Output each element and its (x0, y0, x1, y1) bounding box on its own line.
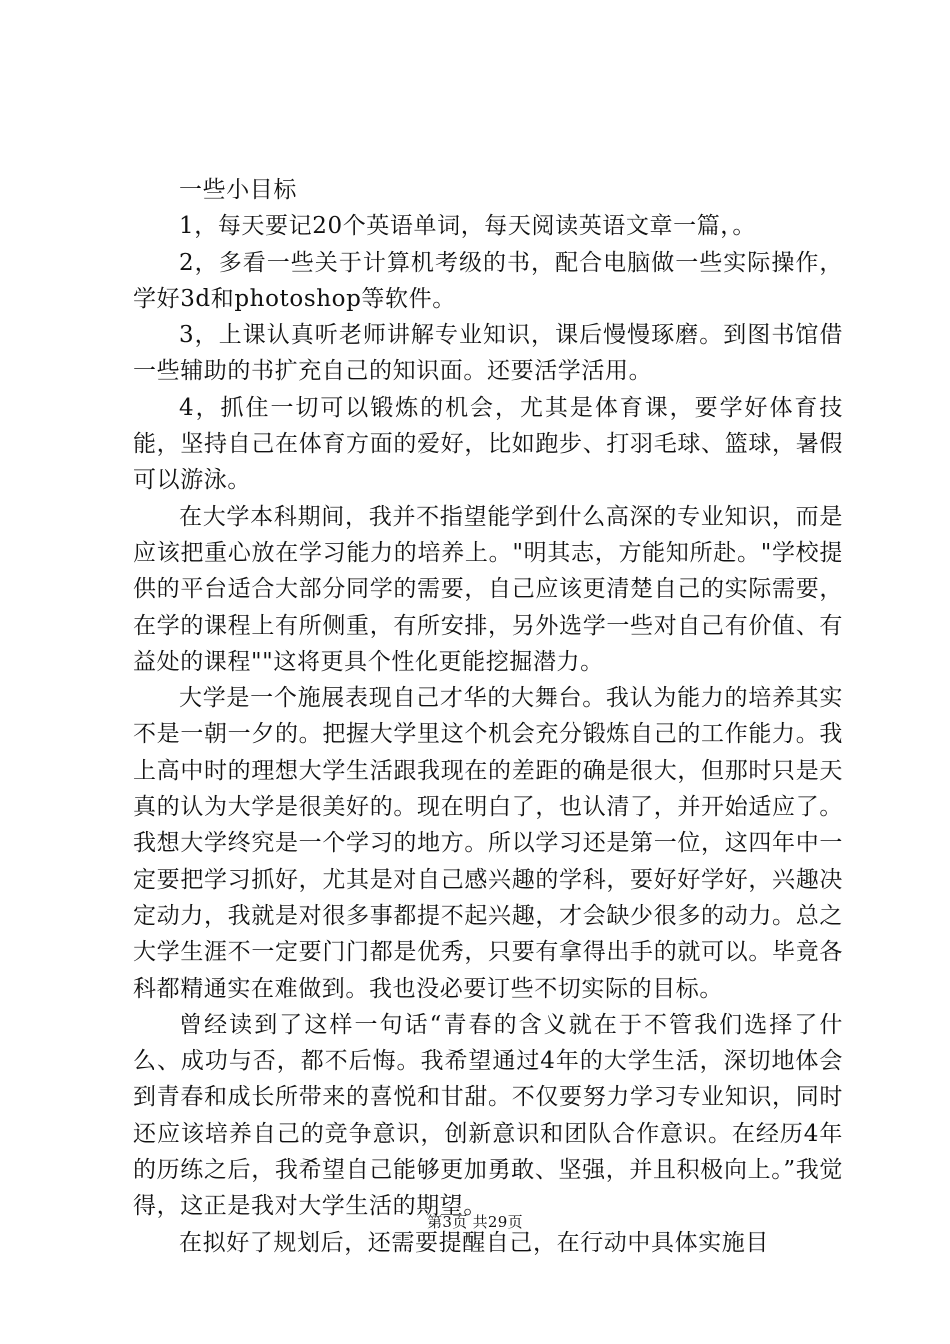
paragraph-youth-quote: 曾经读到了这样一句话“青春的含义就在于不管我们选择了什么、成功与否，都不后悔。我希望通过4年的大学生活，深切地体会到青春和成长所带来的喜悦和甘甜。不仅要努力学习专业知识，同时还应该培养自己的竞争意识，创新意识和团队合作意识。在经历4年的历练之后，我希望自己能够更加勇敢、坚强，并且积极向上。”我觉得，这正是我对大学生活的期望。 (133, 1011, 843, 1220)
paragraph-plan-reminder: 在拟好了规划后，还需要提醒自己，在行动中具体实施目 (179, 1229, 769, 1256)
paragraph-goal-1: 1，每天要记20个英语单词，每天阅读英语文章一篇，。 (179, 213, 756, 240)
paragraph-university-stage: 大学是一个施展表现自己才华的大舞台。我认为能力的培养其实不是一朝一夕的。把握大学里这个机会充分锻炼自己的工作能力。我上高中时的理想大学生活跟我现在的差距的确是很大，但那时只是天真的认为大学是很美好的。现在明白了，也认清了，并开始适应了。我想大学终究是一个学习的地方。所以学习还是第一位，这四年中一定要把学习抓好，尤其是对自己感兴趣的学科，要好好学好，兴趣决定动力，我就是对很多事都提不起兴趣，才会缺少很多的动力。总之大学生涯不一定要门门都是优秀，只要有拿得出手的就可以。毕竟各科都精通实在难做到。我也没必要订些不切实际的目标。 (133, 685, 843, 1002)
page-number-footer: 第3页 共29页 (427, 1213, 523, 1231)
paragraph-heading-small-goals: 一些小目标 (179, 177, 297, 203)
paragraph-goal-4: 4，抓住一切可以锻炼的机会，尤其是体育课，要学好体育技能，坚持自己在体育方面的爱好，比如跑步、打羽毛球、篮球，暑假可以游泳。 (133, 394, 843, 494)
document-body (133, 172, 843, 1261)
paragraph-study-ability: 在大学本科期间，我并不指望能学到什么高深的专业知识，而是应该把重心放在学习能力的培养上。"明其志，方能知所赴。"学校提供的平台适合大部分同学的需要，自己应该更清楚自己的实际需要，在学的课程上有所侧重，有所安排，另外选学一些对自己有价值、有益处的课程""这将更具个性化更能挖掘潜力。 (133, 503, 843, 675)
paragraph-goal-3: 3，上课认真听老师讲解专业知识，课后慢慢琢磨。到图书馆借一些辅助的书扩充自己的知识面。还要活学活用。 (133, 322, 843, 385)
paragraph-goal-2: 2，多看一些关于计算机考级的书，配合电脑做一些实际操作，学好3d和photoshop等软件。 (133, 249, 843, 312)
